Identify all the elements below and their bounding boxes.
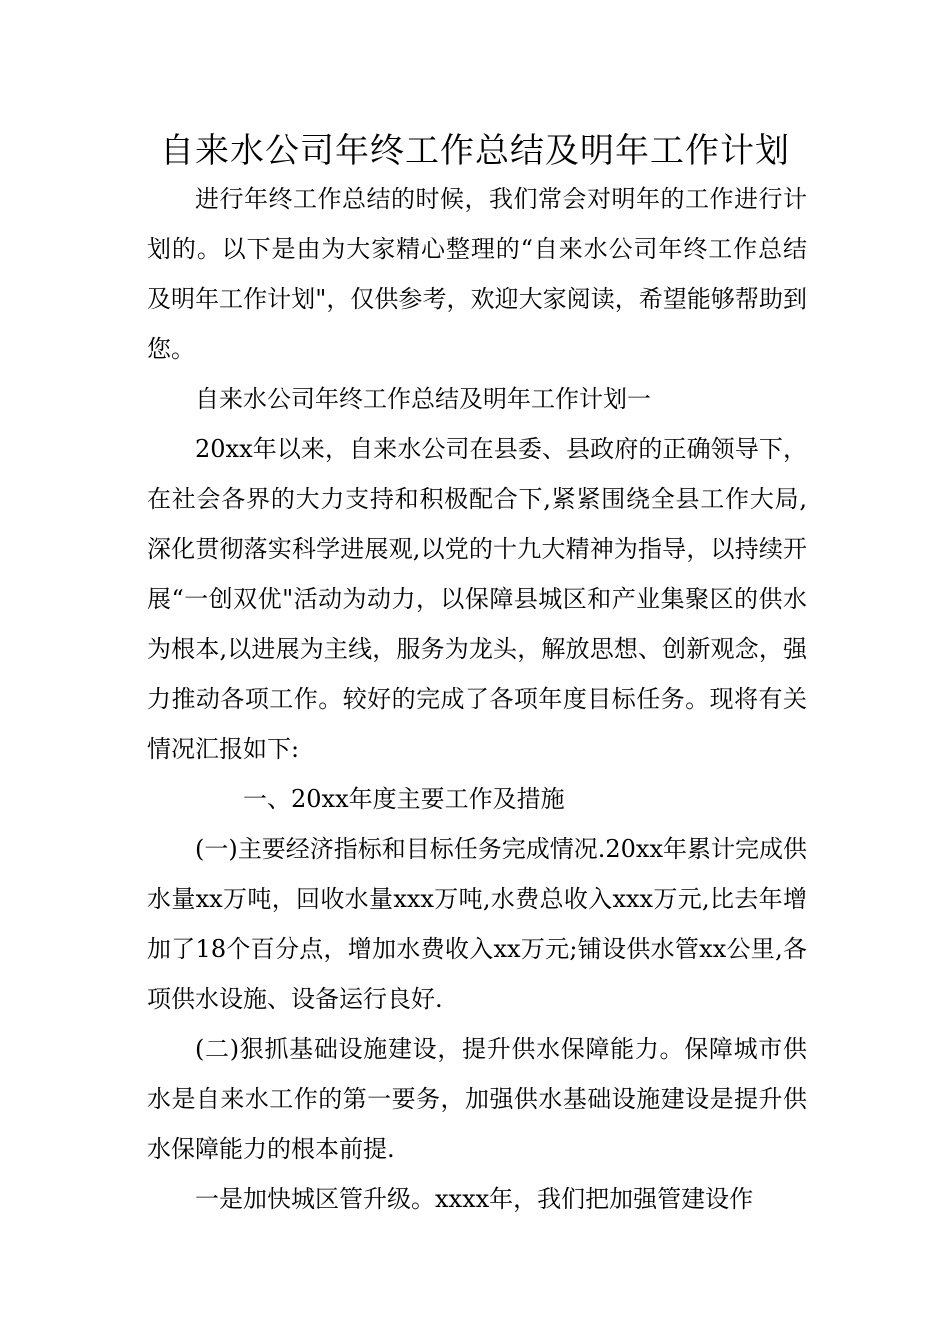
overview-paragraph: 20xx年以来，自来水公司在县委、县政府的正确领导下，在社会各界的大力支持和积极配合下,紧紧围绕全县工作大局,深化贯彻落实科学进展观,以党的十九大精神为指导，以持续开展“一创双优"活动为动力，以保障县城区和产业集聚区的供水为根本,以进展为主线，服务为龙头，解放思想、创新观念，强力推动各项工作。较好的完成了各项年度目标任务。现将有关情况汇报如下:: [147, 435, 807, 763]
pipe-upgrade-paragraph: 一是加快城区管升级。xxxx年，我们把加强管建设作: [195, 1185, 754, 1213]
section-heading-main-work: 一、20xx年度主要工作及措施: [243, 785, 565, 813]
section-heading-plan-one: 自来水公司年终工作总结及明年工作计划一: [195, 385, 651, 413]
intro-paragraph: 进行年终工作总结的时候，我们常会对明年的工作进行计划的。以下是由为大家精心整理的“自来水公司年终工作总结及明年工作计划"，仅供参考，欢迎大家阅读，希望能够帮助到您。: [147, 185, 807, 363]
document-title: 自来水公司年终工作总结及明年工作计划: [160, 131, 790, 171]
economic-indicators-paragraph: (一)主要经济指标和目标任务完成情况.20xx年累计完成供水量xx万吨，回收水量xxx万吨,水费总收入xxx万元,比去年增加了18个百分点，增加水费收入xx万元;铺设供水管xx公里,各项供水设施、设备运行良好.: [147, 835, 807, 1013]
infrastructure-paragraph: (二)狠抓基础设施建设，提升供水保障能力。保障城市供水是自来水工作的第一要务，加强供水基础设施建设是提升供水保障能力的根本前提.: [147, 1035, 807, 1163]
document-body: [147, 174, 807, 1224]
